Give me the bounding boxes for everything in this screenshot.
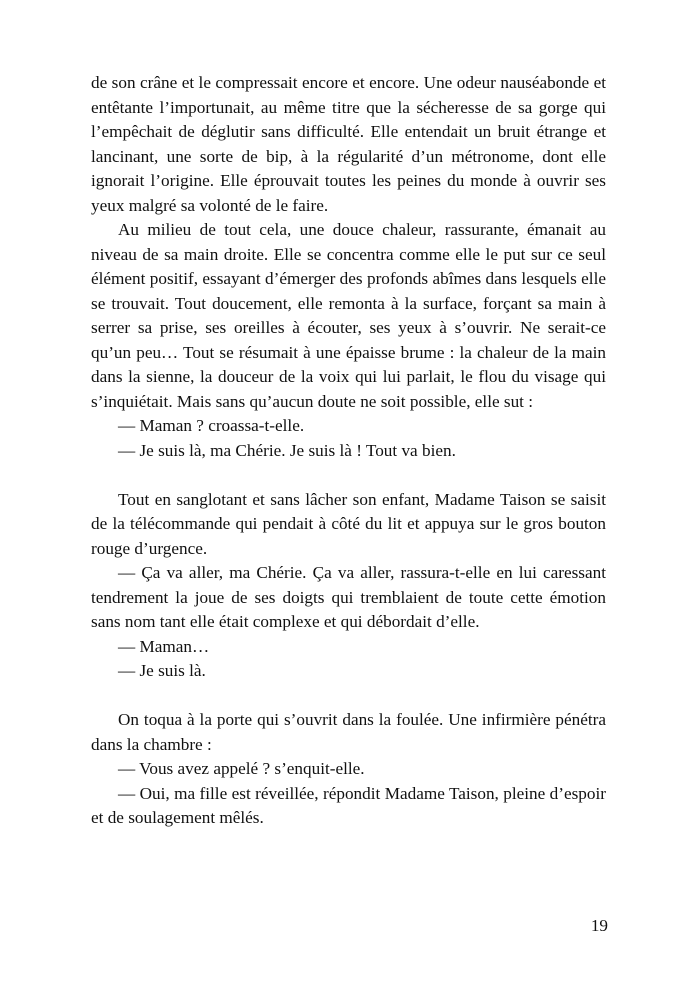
paragraph-continuation: de son crâne et le compressait encore et encore. Une odeur nauséabonde et entêtante l’importunait, au même titre que la sécheresse de sa gorge qui l’empêchait de déglutir sans difficulté. Elle entendait un bruit étrange et lancinant, une sorte de bip, à la régularité d’un métronome, dont elle ignorait l’origine. Elle éprouvait toutes les peines du monde à ouvrir ses yeux malgré sa volonté de le faire. [91,73,606,215]
dialogue-line: — Oui, ma fille est réveillée, répondit Madame Taison, pleine d’espoir et de soulagement mêlés. [91,783,606,827]
section-gap [91,684,606,709]
section-gap [91,463,606,488]
dialogue-line: — Je suis là, ma Chérie. Je suis là ! Tout va bien. [118,440,456,460]
dialogue-line: — Vous avez appelé ? s’enquit-elle. [118,759,365,778]
paragraph-warmth: Au milieu de tout cela, une douce chaleur, rassurante, émanait au niveau de sa main droite. Elle se concentra comme elle le put sur ce seul élément positif, essayant d’émerger des profonds abîmes dans lesquels elle se trouvait. Tout doucement, elle remonta à la surface, forçant sa main à serrer sa prise, ses oreilles à écouter, ses yeux à s’ouvrir. Ne serait-ce qu’un peu… Tout se résumait à une épaisse brume : la chaleur de la main dans la sienne, la douceur de la voix qui lui parlait, le flou du visage qui s’inquiétait. Mais sans qu’aucun doute ne soit possible, elle sut : [91,220,606,411]
dialogue-line: — Ça va aller, ma Chérie. Ça va aller, rassura-t-elle en lui caressant tendrement la joue de ses doigts qui tremblaient de toute cette émotion sans nom tant elle était complexe et qui débordait d’elle. [91,563,606,631]
dialogue-line: — Maman ? croassa-t-elle. [118,416,305,435]
dialogue-line: — Maman… [118,636,210,656]
page-body [91,71,606,831]
paragraph-nurse: On toqua à la porte qui s’ouvrit dans la foulée. Une infirmière pénétra dans la chambre : [91,710,606,754]
paragraph-remote: Tout en sanglotant et sans lâcher son enfant, Madame Taison se saisit de la télécommande qui pendait à côté du lit et appuya sur le gros bouton rouge d’urgence. [91,489,606,558]
page-number: 19 [590,916,608,935]
dialogue-line: — Je suis là. [118,661,206,680]
